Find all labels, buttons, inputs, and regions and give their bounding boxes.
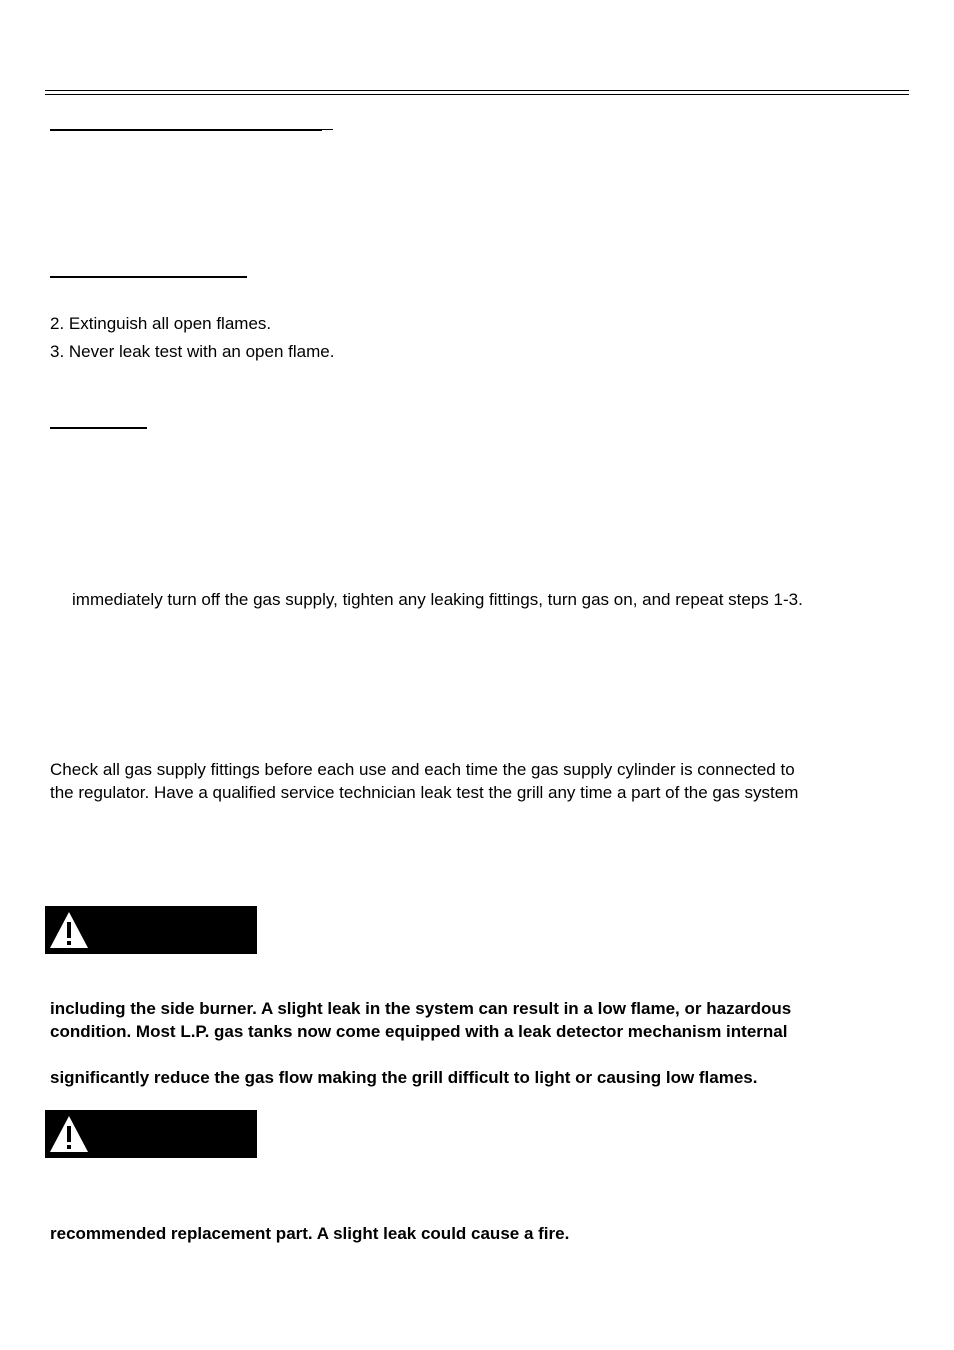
header-rule-bottom — [45, 94, 909, 95]
warning-1-line-1: including the side burner. A slight leak in the system can result in a low flame, or hazardous — [50, 999, 792, 1018]
leak-response-text: immediately turn off the gas supply, tighten any leaking fittings, turn gas on, and repeat steps 1-3. — [72, 590, 803, 609]
section-heading-underline-3 — [50, 427, 147, 429]
step-3-text: 3. Never leak test with an open flame. — [50, 342, 335, 361]
warning-banner-2 — [45, 1110, 257, 1158]
check-paragraph-line-1: Check all gas supply fittings before each use and each time the gas supply cylinder is connected to — [50, 760, 795, 779]
warning-triangle-icon — [48, 1114, 90, 1154]
section-heading-underline-1 — [50, 129, 322, 131]
header-rule-top — [45, 90, 909, 91]
warning-2-line-1: recommended replacement part. A slight leak could cause a fire. — [50, 1224, 570, 1243]
check-paragraph-line-2: the regulator. Have a qualified service technician leak test the grill any time a part of the gas system — [50, 783, 799, 802]
warning-1-line-3: significantly reduce the gas flow making the grill difficult to light or causing low flames. — [50, 1068, 758, 1087]
section-heading-underline-2 — [50, 276, 247, 278]
warning-triangle-icon — [48, 910, 90, 950]
section-heading-underline-1-tail — [322, 129, 333, 130]
warning-1-line-2: condition. Most L.P. gas tanks now come equipped with a leak detector mechanism internal — [50, 1022, 788, 1041]
warning-banner-1 — [45, 906, 257, 954]
step-2-text: 2. Extinguish all open flames. — [50, 314, 272, 333]
